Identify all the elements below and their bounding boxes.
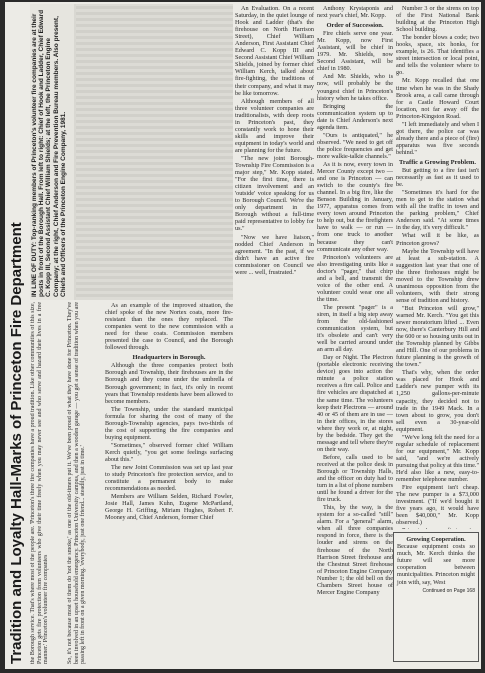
paragraph: Anthony Krystaponis and next year's chief, Mr. Kopp. [317, 5, 393, 20]
paragraph: Members are William Selden, Richard Fowler, Josie Hall, James Kuhn, Eugene McPartland, George H. Griffing, Miriam Hughes, Robert F. Mooney and, Chief Anderson, former Chief [105, 493, 233, 522]
left-column-text-1: the Borough service. That's where most of the people are. 'Princeton's three fire companies have a proud tradition. Like other communities of this size, Princeton gets fire protection from volunteers who give their time freely when you may never see and who serve and hazard their lives in a free manner.' Princeton's volunteer fire companies [30, 302, 50, 664]
paragraph: What will it be like, as Princeton grows? [396, 232, 479, 247]
paragraph: Number 3 or the sirens on top of the First National Bank building at the Princeton High School building. [396, 5, 479, 34]
photo-caption: IN LINE OF DUTY: Top-ranking members of Princeton's volunteer fire companies are at their posts in front of the Borough Hall. From left to right: Chief of Hook and Ladder, Chief Edward C. Kopp III, Second Assistant Chief William Shields; at the left, the Princeton Engine Company; at the right, Chief Anderson and Fire Prevention Bureau members. Also present, Chiefs and Officers of the Princeton Engine Company, 1981. [31, 9, 67, 297]
paragraph: The present "pager" is a siren, in itself a big step away from the old-fashioned communication system, but it's obsolete and can't very well be carried around under an arm all day. [317, 303, 393, 354]
article-column-c [396, 5, 479, 529]
newspaper-page [5, 2, 481, 669]
article-column-b [317, 5, 393, 664]
paragraph: Fire equipment isn't cheap. The new pumper is a $73,000 investment. ("If we'd bought it five years ago, it would have been $40,000," Mr. Kopp observed.) [396, 484, 479, 527]
paragraph: Maybe the Township will have at least a sub-station. A suggestion last year that one of the three firehouses might be moved to the Township drew unanimous opposition from the volunteers, with their strong sense of tradition and history. [396, 247, 479, 304]
photo-caption-box [30, 4, 74, 300]
paragraph: The bonder blows a code; two hooks, space, six honks, for example, is 26. That identifies a street intersection or local point, and tells the volunteer where to go. [396, 34, 479, 77]
paragraph: And Mr. Shields, who is now, will probably be the youngest chief in Princeton's history when he takes office. [317, 73, 393, 102]
subhead: Traffic a Growing Problem. [399, 158, 476, 166]
paragraph: "We've long felt the need for a regular schedule of replacement for our equipment," Mr. Kopp said, "and we're actively pursuing that policy at this time." He'd also like a new, easy-to-remember telephone number. [396, 433, 479, 484]
paragraph: Day or Night. The Plectron (portable electronic receiving device) goes into action the minute a police station receives a fire call. Police and fire vehicles are dispatched at the same time. The volunteers keep their Plectrons — around 40 or 45 of them are in use — in their offices, in the stores where they work or, at night, by the bedside. They get the message and tell where they're on their way. [317, 354, 393, 453]
left-rotated-column-2 [67, 302, 101, 664]
photo-block [30, 4, 233, 300]
paragraph: "I left immediately and when I got there, the police car was already there and a piece of (fire) apparatus was five seconds behind." [396, 120, 479, 156]
paragraph: Although members of all three volunteer companies are traditionalists, with deep roots in Princeton's past, they constantly work to hone their skills and improve their equipment in today's world and are planning for the future. [235, 97, 314, 154]
paragraph: As an example of the improved situation, the chief spoke of the new Nortex coats, more fire-resistant than the ones they replaced. The companies went to the new commission with a need for these coats. Commission members presented the case to Council, and the Borough followed through. [105, 302, 233, 352]
paragraph: Princeton's volunteers are also investigating units like a doctor's "pager," that chirp and a bell, and transmit the voice of the other end. A volunteer could wear one all the time. [317, 253, 393, 303]
paragraph: "Now we have liaison," nodded Chief Anderson in agreement. "In the past, if we didn't have an active fire commissioner on Council we were ... well, frustrated." [235, 233, 314, 276]
continued-note: Continued on Page 168 [422, 587, 475, 594]
paragraph: Although the three companies protect both Borough and Township, their firehouses are in the Borough and they come under the umbrella of Borough government; in fact, it's only in recent years that Township residents have been allowed to become members. [105, 362, 233, 405]
paragraph: "The new joint Borough-Township Fire Commission is a major step," Mr. Kopp stated. "For the first time, there is citizen involvement and an 'outside' voice speaking for us to Borough Council. We're the only department in the Borough without a full-time paid representative to lobby for us." [235, 154, 314, 233]
paragraph: "But Princeton will grow," warned Mr. Kerch. "You get this sewer moratorium lifted ... Even now, there's Canterbury Hill and the 600 or so housing units out in the Township planned by Gibbs and Hill. One of our problems in future planning is the growth of the town." [396, 304, 479, 369]
paragraph: But getting to a fire fast isn't necessarily as fast as it used to be. [396, 167, 479, 189]
paragraph: This, by the way, is the system for a so-called "still" alarm. For a "general" alarm, when all three companies respond in force, there is the louder and sirens on the firehouse of the North Harrison Street firehouse and the Chestnut Street firehouse of Princeton Engine Company Number 1; the old bell on the Chambers Street house of Mercer Engine Company [317, 504, 393, 596]
photo-image [76, 4, 233, 300]
paragraph: The Township, under the standard municipal formula for sharing the cost of many of the Borough-Township agencies, pays two-thirds of the cost of supporting the fire companies and buying equipment. [105, 405, 233, 441]
paragraph: "Sometimes," observed former chief William Kerch quietly, "you get some feelings surfacing about this." [105, 441, 233, 463]
sidebar-box [393, 532, 479, 662]
paragraph: Fire chiefs serve one year. Mr. Kopp, now First Assistant, will be chief in 1979. Mr. Shields, now Second Assistant, will be chief in 1980. [317, 30, 393, 73]
paragraph: An Evaluation. On a recent Saturday, in the quiet lounge of Hook and Ladder (that's the firehouse on North Harrison Street), Chief William Anderson, First Assistant Chief Edward C. Kopp III and Second Assistant Chief William Shields, joined by former chief William Kerch, talked about fire-fighting, the traditions of their company, and what it may be like tomorrow. [235, 5, 314, 97]
paragraph: That's why, when the order was placed for Hook and Ladder's new pumper with its 1,250 gallons-per-minute capacity, they decided not to trade in the 1949 Mack. In a town about to grow, you don't sell even a 30-year-old equipment. [396, 369, 479, 433]
subhead: Order of Succession. [326, 22, 384, 30]
paragraph: The new Joint Commission was set up last year to study Princeton's fire protection service, and to constitute a permanent body to make recommendations as needed. [105, 464, 233, 493]
paragraph: "Sometimes it's hard for the men to get to the station what with all the traffic in town and the parking problem," Chief Anderson said. "At some times in the day, it's very difficult." [396, 189, 479, 232]
paragraph: As it is now, every town in Mercer County except two — and one is Princeton — can switch to the county's fire channel. In a big fire, like the Benson Building in January, 1977, apparatus comes from every town around Princeton to help out, but the firefighters have to walk — or run — from one truck to another because they can't communicate any other way. [317, 160, 393, 253]
headline: Tradition and Loyalty Hall-Marks of Princeton Fire Department [8, 222, 25, 664]
paragraph: Before, calls used to be received at the police desk in Borough or Township Halls, and the officer on duty had to turn in a list of phone numbers until he found a driver for the fire truck. [317, 453, 393, 504]
paragraph [396, 527, 479, 529]
article-column-a2 [105, 302, 233, 664]
left-rotated-column-1 [30, 302, 64, 664]
subhead: Headquarters in Borough. [132, 354, 206, 362]
paragraph: "Ours is antiquated," he observed. "We need to get off the police frequencies and get more walkie-talkie channels." [317, 131, 393, 160]
box-text: Because equipment costs so much, Mr. Kerch thinks the future will see more cooperation between municipalities. Princeton might join with, say, West [397, 543, 475, 586]
article-column-a1 [235, 5, 314, 301]
headline-banner [7, 4, 27, 664]
paragraph: Mr. Kopp recalled that one time when he was in the Shady Brook area, a call came through for a Castle Howard Court location, not far away off the Princeton-Kingston Road. [396, 77, 479, 120]
paragraph: Bringing the communication system up to date is Chief Anderson's next agenda item. [317, 102, 393, 131]
box-heading: Growing Cooperation. [406, 536, 466, 543]
left-column-text-2: So, it's not because most of them do 'not the smoke,' as one of the old-timers put it. We've been proud of what they have done for Princeton. They've been involved in an upset household emergency. Princeton University campus, and then a wooden garage — you get a sense of tradition when you are passing left in front on a given morning. 'everybody, just one friend... steadily, just in time.' [67, 302, 87, 664]
